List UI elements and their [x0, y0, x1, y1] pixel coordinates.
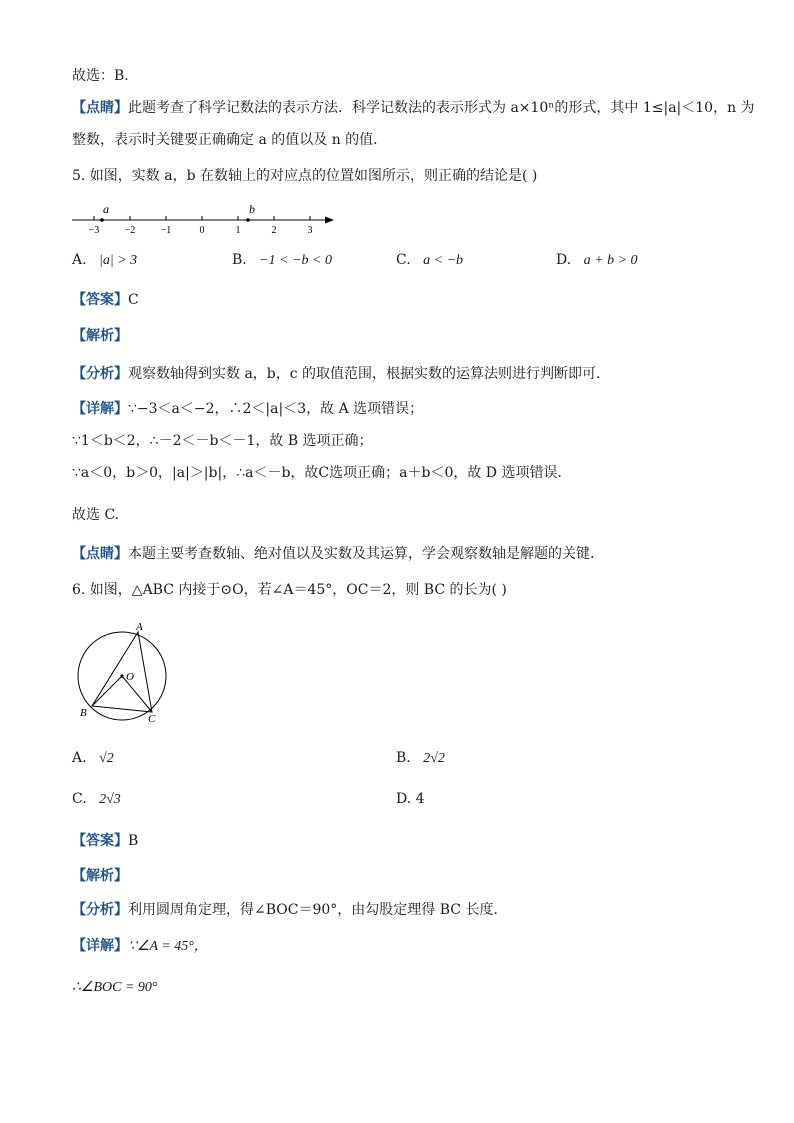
dianjing-tag: 【点睛】	[72, 100, 128, 116]
q6-xiangjie-1	[72, 936, 208, 957]
prev-dianjing-line-2: 整数，表示时关键要正确确定 a 的值以及 n 的值．	[72, 132, 388, 148]
fenxi-text: 利用圆周角定理，得∠BOC＝90°，由勾股定理得 BC 长度．	[128, 902, 508, 918]
xiangjie-text: ∵−3＜a＜−2，∴2＜|a|＜3，故 A 选项错误；	[128, 401, 424, 417]
q5-xiangjie-3: ∵a＜0，b＞0，|a|＞|b|，∴a＜－b，故C选项正确；a＋b＜0，故 D 选项错误．	[72, 465, 572, 481]
option-expr: a < −b	[423, 253, 464, 268]
prev-answer-line: 故选：B．	[72, 68, 139, 84]
q6-jiexi: 【解析】	[72, 868, 128, 884]
q6-fenxi	[72, 900, 507, 920]
number-line-ticks	[94, 216, 310, 220]
point-b-label: b	[249, 202, 255, 216]
answer-tag: 【答案】	[72, 292, 128, 308]
option-expr: 2√2	[423, 751, 445, 766]
q5-option-d	[556, 250, 638, 271]
q5-guxuan: 故选 C.	[72, 507, 120, 523]
q5-dianjing	[72, 544, 594, 564]
xiangjie-text: ∵∠A = 45°，	[128, 939, 208, 954]
number-line-arrow	[325, 217, 334, 224]
tick-label: 2	[271, 225, 277, 236]
q6-option-b	[396, 748, 445, 769]
q5-jiexi: 【解析】	[72, 328, 128, 344]
dianjing-text: 此题考查了科学记数法的表示方法．科学记数法的表示形式为 a×10ⁿ的形式，其中 1≤|a|＜10，n 为	[128, 100, 755, 116]
option-letter: D.	[556, 252, 572, 268]
option-letter: B.	[396, 750, 411, 766]
q5-fenxi	[72, 364, 601, 384]
q6-option-c	[72, 789, 121, 810]
q5-option-c	[396, 250, 463, 271]
center-o-label: O	[126, 671, 134, 683]
dianjing-text: 本题主要考查数轴、绝对值以及实数及其运算，学会观察数轴是解题的关键.	[128, 546, 595, 562]
q5-xiangjie-1	[72, 399, 423, 419]
tick-label: −1	[160, 225, 172, 236]
vertex-c-label: C	[148, 713, 156, 725]
option-expr: √2	[99, 751, 114, 766]
q6-option-d: D. 4	[396, 791, 425, 807]
q5-option-b	[232, 250, 332, 271]
question-5: 5. 如图，实数 a，b 在数轴上的对应点的位置如图所示，则正确的结论是( )	[72, 168, 538, 184]
q6-answer	[72, 831, 138, 851]
option-expr: −1 < −b < 0	[259, 253, 332, 268]
prev-dianjing-line	[72, 98, 755, 118]
triangle-abc	[92, 632, 152, 712]
center-dot	[120, 674, 123, 677]
tick-label: 0	[199, 225, 205, 236]
q6-option-a	[72, 748, 114, 769]
dianjing-tag: 【点睛】	[72, 546, 128, 562]
tick-label: 3	[307, 225, 313, 236]
fenxi-tag: 【分析】	[72, 902, 128, 918]
vertex-a-label: A	[136, 621, 143, 633]
q5-xiangjie-2: ∵1＜b＜2，∴－2＜－b＜－1，故 B 选项正确；	[72, 433, 373, 449]
number-line-figure	[72, 200, 342, 238]
tick-label: 1	[235, 225, 241, 236]
inscribed-triangle-figure	[72, 618, 172, 728]
option-letter: A.	[72, 750, 87, 766]
option-expr: |a| > 3	[99, 253, 138, 268]
option-letter: B.	[232, 252, 247, 268]
option-expr: a + b > 0	[583, 253, 638, 268]
fenxi-text: 观察数轴得到实数 a，b，c 的取值范围，根据实数的运算法则进行判断即可.	[128, 366, 601, 382]
fenxi-tag: 【分析】	[72, 366, 128, 382]
q6-xiangjie-2: ∴∠BOC = 90°	[72, 980, 158, 995]
xiangjie-tag: 【详解】	[72, 938, 128, 954]
option-expr: 2√3	[99, 792, 121, 807]
segment-ob	[92, 676, 122, 706]
option-letter: C.	[72, 791, 87, 807]
q5-option-a	[72, 250, 137, 271]
point-a-label: a	[103, 202, 109, 216]
point-a-dot	[100, 218, 104, 222]
option-letter: C.	[396, 252, 411, 268]
tick-label: −2	[124, 225, 136, 236]
question-6: 6. 如图，△ABC 内接于⊙O，若∠A＝45°，OC＝2，则 BC 的长为( )	[72, 582, 507, 598]
q5-answer	[72, 290, 139, 310]
point-b-dot	[246, 218, 250, 222]
vertex-b-label: B	[80, 707, 87, 719]
answer-tag: 【答案】	[72, 833, 128, 849]
xiangjie-tag: 【详解】	[72, 401, 128, 417]
answer-value: C	[128, 292, 139, 308]
answer-value: B	[128, 833, 139, 849]
tick-label: −3	[88, 225, 100, 236]
option-letter: A.	[72, 252, 87, 268]
